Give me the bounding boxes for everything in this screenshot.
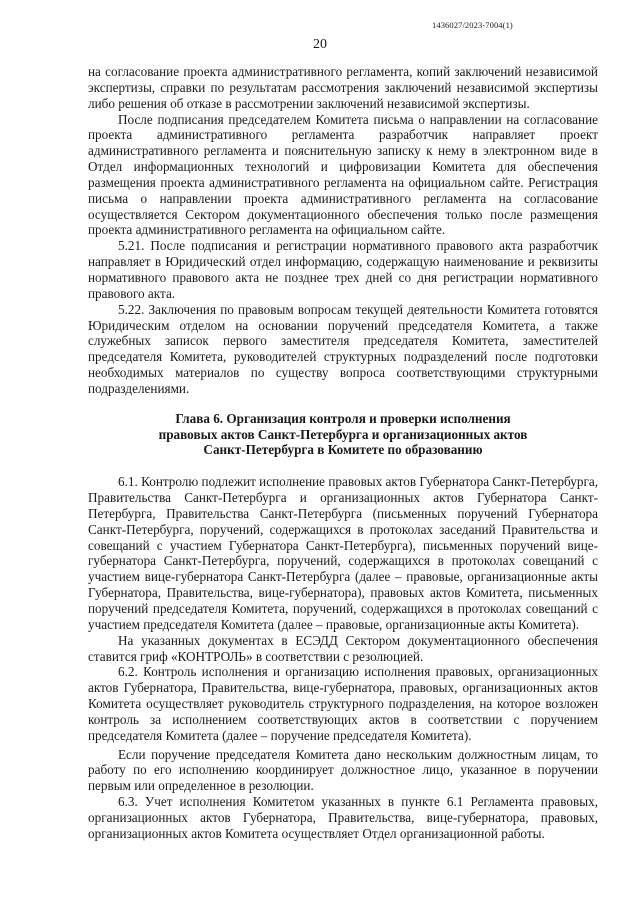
chapter-heading-line: правовых актов Санкт-Петербурга и организационных актов <box>158 426 528 442</box>
paragraph-6-2: 6.2. Контроль исполнения и организацию исполнения правовых, организационных актов Губернатора, Правительства, вице-губернатора, правовых, организационных актов Комитета осуществляет руководитель структурного подразделения, на которое возложен контроль за исполнением соответствующих актов в соответствии с поручением председателя Комитета (далее – поручение председателя Комитета). <box>88 664 598 743</box>
document-body <box>88 64 598 842</box>
paragraph: на согласование проекта административного регламента, копий заключений независимой экспертизы, справки по результатам рассмотрения заключений независимой экспертизы либо решения об отказе в рассмотрении заключений независимой экспертизы. <box>88 64 598 111</box>
paragraph-5-21: 5.21. После подписания и регистрации нормативного правового акта разработчик направляет в Юридический отдел информацию, содержащую наименование и реквизиты нормативного правового акта не позднее трех дней со дня регистрации нормативного правового акта. <box>88 238 598 301</box>
paragraph: После подписания председателем Комитета письма о направлении на согласование проекта административного регламента разработчик направляет проект административного регламента и пояснительную записку к нему в электронном виде в Отдел информационных технологий и цифровизации Комитета для обеспечения размещения проекта административного регламента на официальном сайте. Регистрация письма о направлении проекта административного регламента на согласование осуществляется Сектором документационного обеспечения только после размещения проекта административного регламента на официальном сайте. <box>88 111 598 238</box>
paragraph-5-22: 5.22. Заключения по правовым вопросам текущей деятельности Комитета готовятся Юридическим отделом на основании поручений председателя Комитета, а также служебных записок первого заместителя председателя Комитета, заместителей председателя Комитета, руководителей структурных подразделений после подготовки необходимых материалов по существу вопроса соответствующими структурными подразделениями. <box>88 301 598 396</box>
chapter-heading-line: Санкт-Петербурга в Комитете по образованию <box>203 442 483 458</box>
paragraph: На указанных документах в ЕСЭДД Сектором документационного обеспечения ставится гриф «КОНТРОЛЬ» в соответствии с резолюцией. <box>88 632 598 664</box>
page-number: 20 <box>313 37 327 52</box>
paragraph-6-1: 6.1. Контролю подлежит исполнение правовых актов Губернатора Санкт-Петербурга, Правительства Санкт-Петербурга и организационных актов Губернатора Санкт-Петербурга, Правительства Санкт-Петербурга (письменных поручений Губернатора Санкт-Петербурга, поручений, содержащихся в протоколах заседаний Правительства и совещаний с участием Губернатора Санкт-Петербурга), письменных поручений вице-губернатора Санкт-Петербурга, поручений, содержащихся в протоколах совещаний с участием вице-губернатора Санкт-Петербурга (далее – правовые, организационные акты Губернатора, Правительства, вице-губернатора), правовых актов Комитета, письменных поручений председателя Комитета, поручений, содержащихся в протоколах совещаний с участием председателя Комитета (далее – правовые, организационные акты Комитета). <box>88 474 598 632</box>
document-id: 1436027/2023-7004(1) <box>432 20 513 30</box>
chapter-heading <box>88 411 598 459</box>
paragraph-6-3: 6.3. Учет исполнения Комитетом указанных в пункте 6.1 Регламента правовых, организационных актов Губернатора, Правительства, вице-губернатора, правовых, организационных актов Комитета осуществляет Отдел организационной работы. <box>88 794 598 841</box>
paragraph: Если поручение председателя Комитета дано нескольким должностным лицам, то работу по его исполнению координирует должностное лицо, указанное в поручении первым или определенное в резолюции. <box>88 746 598 794</box>
chapter-heading-line: Глава 6. Организация контроля и проверки исполнения <box>175 410 511 426</box>
